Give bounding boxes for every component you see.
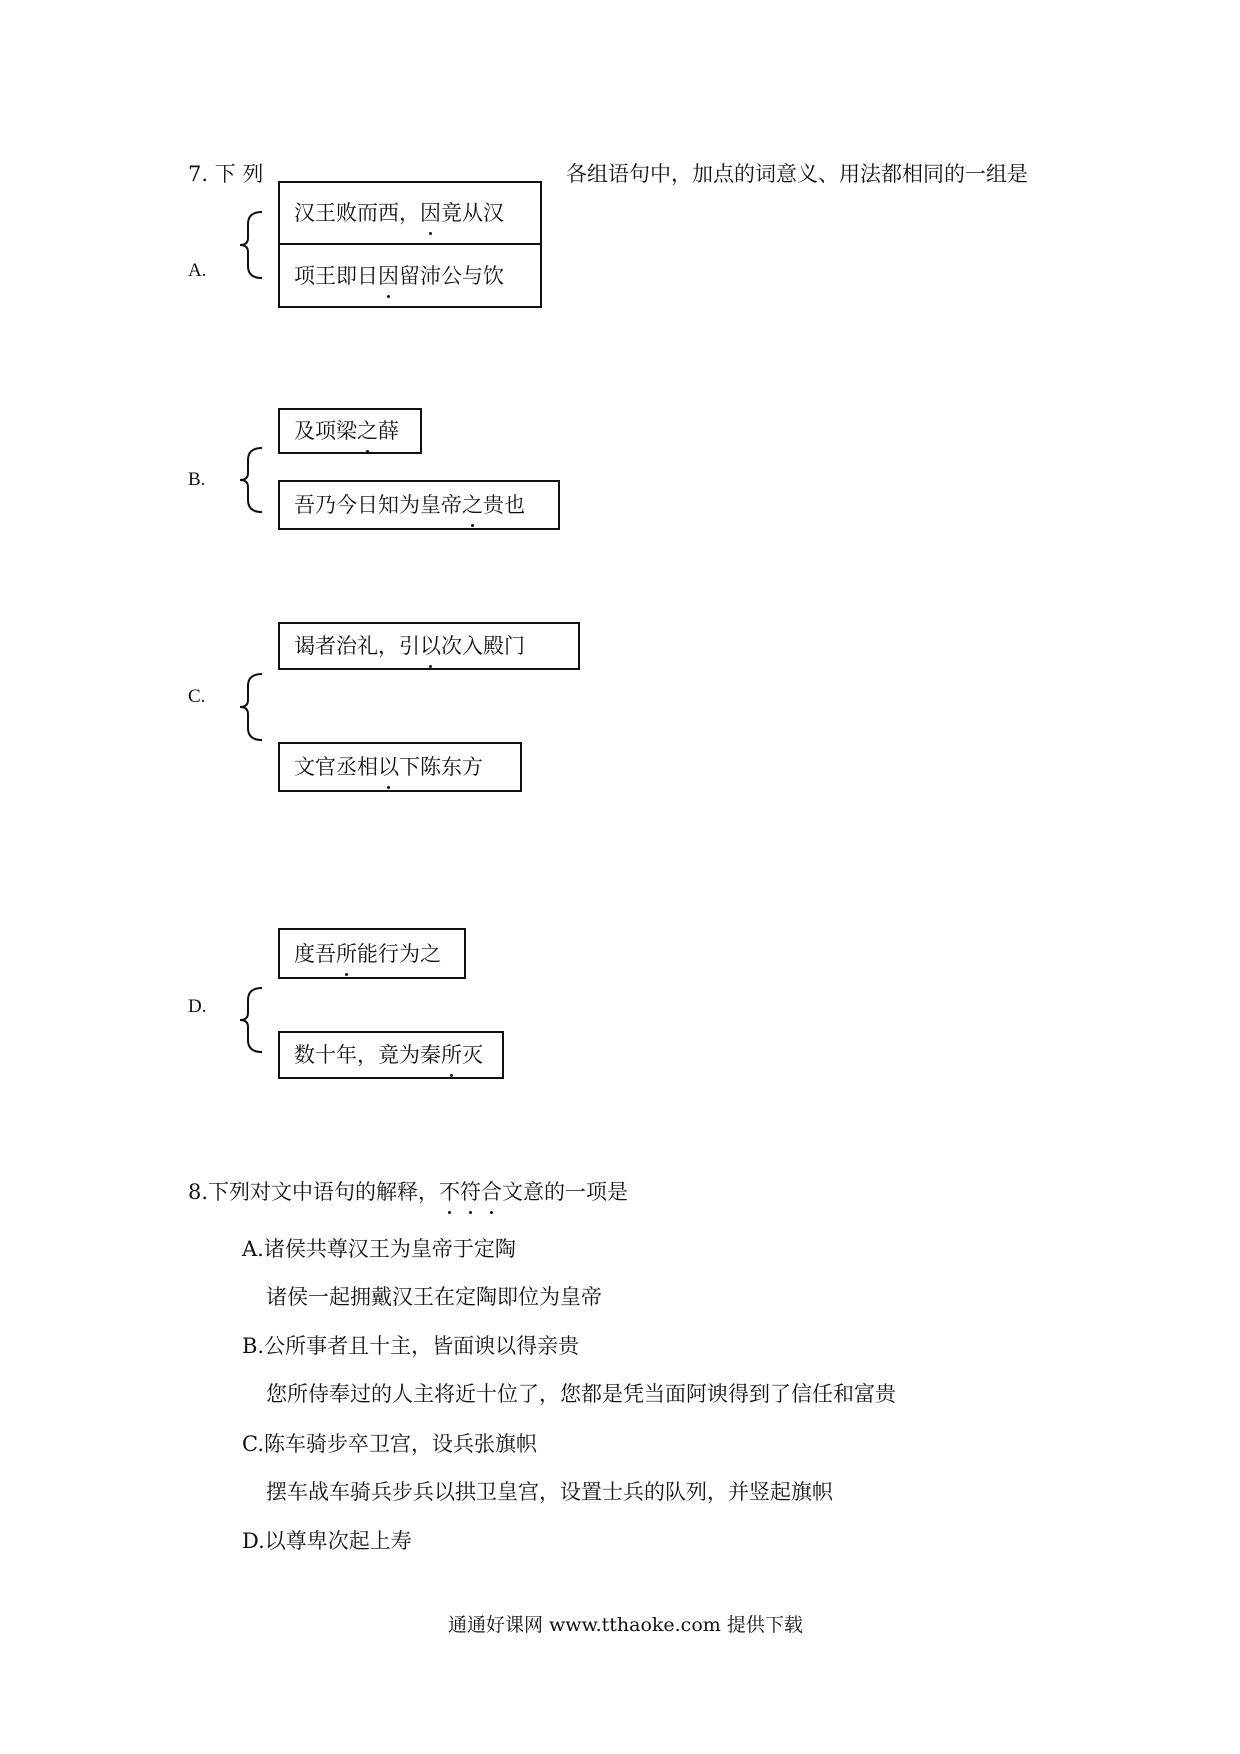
emphasis-dot-char: 以 bbox=[420, 634, 441, 658]
emphasis-dot-char: 所 bbox=[441, 1043, 462, 1067]
emphasis-dot-char: 所 bbox=[336, 941, 357, 966]
emphasis-dot-char: 之 bbox=[462, 493, 483, 517]
q7-option-b-sentence-1: 及项梁 之 薛 bbox=[278, 408, 422, 454]
q7-option-c-brace bbox=[240, 672, 270, 742]
emphasis-dot-char: 因 bbox=[378, 263, 399, 288]
q7-option-a-sentence-2: 项王即日 因 留沛公与饮 bbox=[278, 243, 542, 308]
q7-option-d-label: D. bbox=[188, 996, 207, 1017]
q7-option-c-label: C. bbox=[188, 686, 206, 707]
q7-option-d-brace bbox=[240, 986, 270, 1054]
q7-stem-prefix: 7. 下 列 bbox=[188, 162, 264, 186]
q7-option-c-sentence-2: 文官丞相 以 下陈东方 bbox=[278, 742, 522, 792]
q8-option-a: A.诸侯共尊汉王为皇帝于定陶 bbox=[242, 1237, 516, 1261]
q7-stem: 各组语句中，加点的词意义、用法都相同的一组是 bbox=[566, 162, 1028, 186]
q8-option-b-explanation: 您所侍奉过的人主将近十位了，您都是凭当面阿谀得到了信任和富贵 bbox=[266, 1382, 896, 1406]
q8-option-c: C.陈车骑步卒卫宫，设兵张旗帜 bbox=[242, 1432, 537, 1456]
q8-option-c-explanation: 摆车战车骑兵步兵以拱卫皇宫，设置士兵的队列，并竖起旗帜 bbox=[266, 1480, 833, 1504]
footer-text: 通通好课网 www.tthaoke.com 提供下载 bbox=[448, 1614, 803, 1636]
q7-option-c-sentence-1: 谒者治礼，引 以 次入殿门 bbox=[278, 622, 580, 670]
q7-option-a-label: A. bbox=[188, 260, 207, 281]
emphasis-dot-char: 符 bbox=[460, 1180, 482, 1204]
q7-option-b-label: B. bbox=[188, 469, 206, 490]
emphasis-dot-char: 之 bbox=[357, 419, 378, 443]
emphasis-dot-char: 不 bbox=[439, 1180, 461, 1204]
q8-option-a-explanation: 诸侯一起拥戴汉王在定陶即位为皇帝 bbox=[266, 1285, 602, 1309]
q7-option-d-sentence-1: 度吾 所 能行为之 bbox=[278, 928, 466, 979]
q7-option-b-sentence-2: 吾乃今日知为皇帝 之 贵也 bbox=[278, 480, 560, 530]
q7-option-a-sentence-1: 汉王败而西， 因 竟从汉 bbox=[278, 181, 542, 245]
emphasis-dot-char: 合 bbox=[481, 1180, 503, 1204]
q7-option-b-brace bbox=[240, 446, 270, 514]
q7-option-d-sentence-2: 数十年，竟为秦 所 灭 bbox=[278, 1031, 504, 1079]
emphasis-dot-char: 以 bbox=[378, 755, 399, 779]
q8-option-d: D.以尊卑次起上寿 bbox=[242, 1529, 412, 1553]
emphasis-dot-char: 因 bbox=[420, 201, 441, 225]
q8-stem: 8.下列对文中语句的解释，不符合文意的一项是 bbox=[188, 1180, 629, 1204]
q8-option-b: B.公所事者且十主，皆面谀以得亲贵 bbox=[242, 1334, 580, 1358]
q7-option-a-brace bbox=[240, 210, 270, 280]
